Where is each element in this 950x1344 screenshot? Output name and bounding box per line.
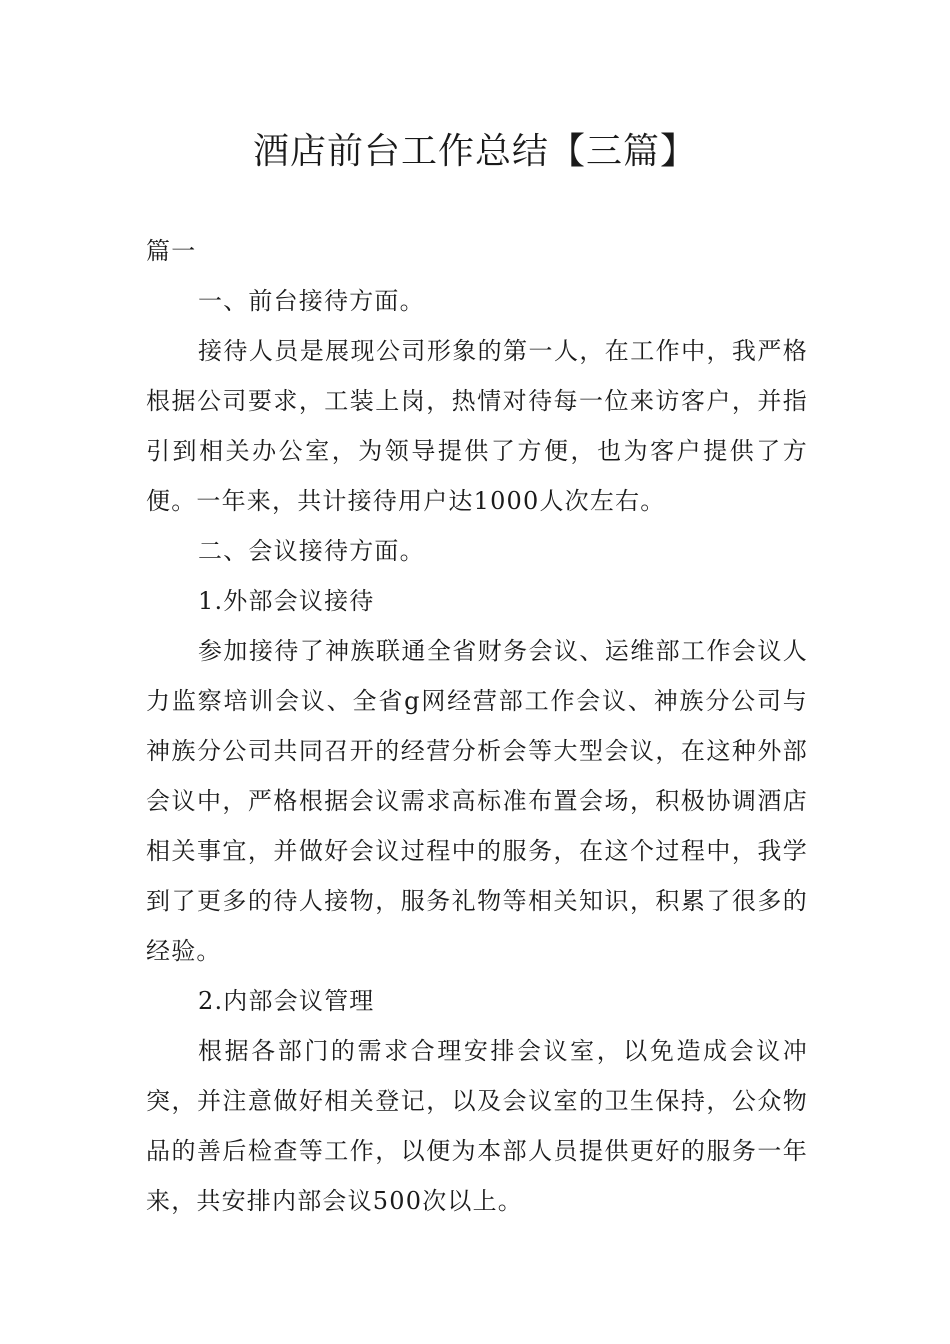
document-title: 酒店前台工作总结【三篇】 [252, 131, 697, 172]
body-paragraph: 接待人员是展现公司形象的第一人，在工作中，我严格根据公司要求，工装上岗，热情对待每一位来访客户，并指引到相关办公室，为领导提供了方便，也为客户提供了方便。一年来，共计接待用户达1000人次左右。 [146, 337, 808, 515]
subsection-heading: 二、会议接待方面。 [198, 537, 425, 565]
section-heading: 篇一 [146, 237, 197, 265]
subsection-heading: 一、前台接待方面。 [198, 287, 425, 315]
document-body [146, 226, 808, 1226]
body-paragraph: 根据各部门的需求合理安排会议室，以免造成会议冲突，并注意做好相关登记，以及会议室的卫生保持，公众物品的善后检查等工作，以便为本部人员提供更好的服务一年来，共安排内部会议500次以上。 [146, 1037, 808, 1215]
item-heading: 2.内部会议管理 [198, 987, 375, 1015]
body-paragraph: 参加接待了神族联通全省财务会议、运维部工作会议人力监察培训会议、全省g网经营部工作会议、神族分公司与神族分公司共同召开的经营分析会等大型会议，在这种外部会议中，严格根据会议需求高标准布置会场，积极协调酒店相关事宜，并做好会议过程中的服务，在这个过程中，我学到了更多的待人接物，服务礼物等相关知识，积累了很多的经验。 [146, 637, 808, 965]
item-heading: 1.外部会议接待 [198, 587, 375, 615]
